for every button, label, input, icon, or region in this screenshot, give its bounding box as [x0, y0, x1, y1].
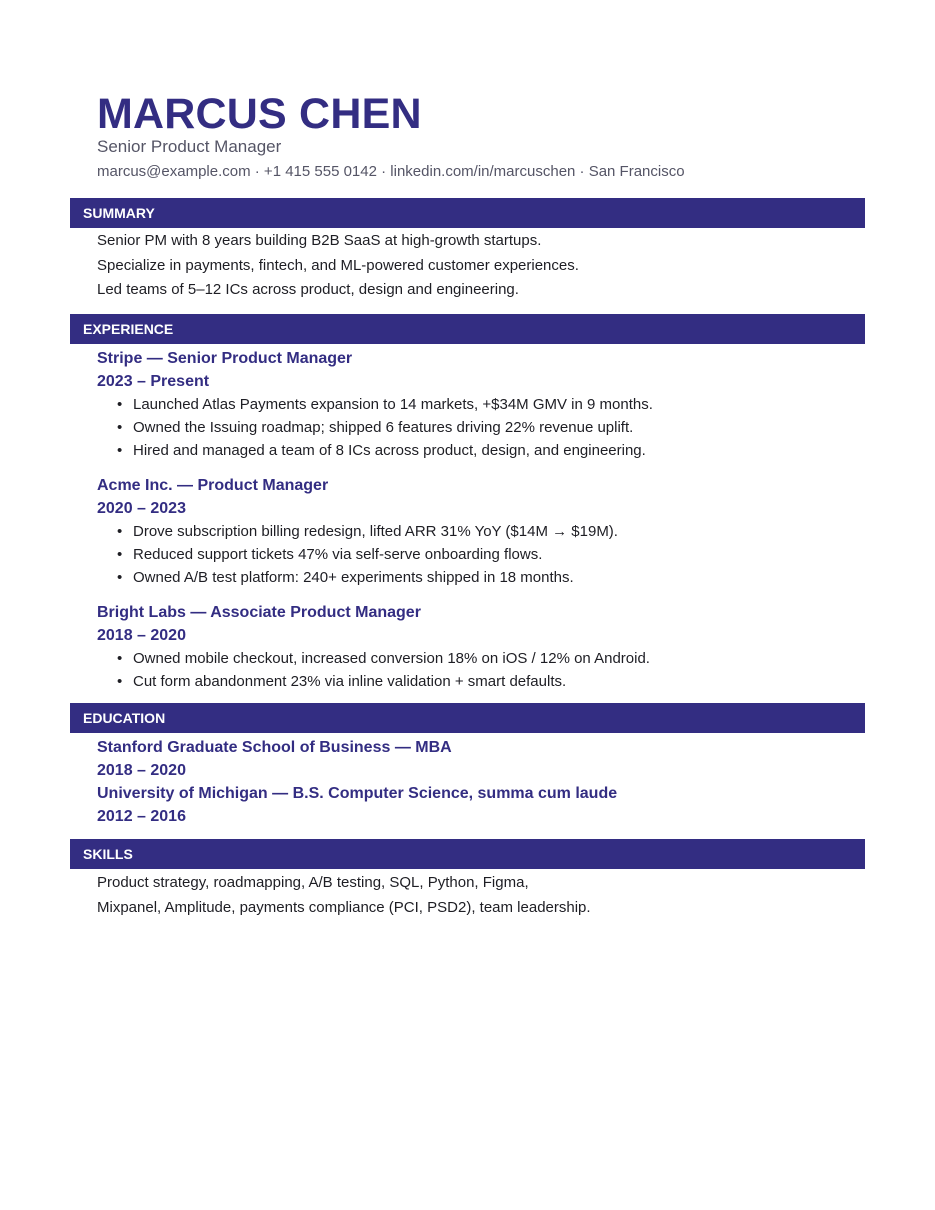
bullet-text: Owned A/B test platform: 240+ experiments shipped in 18 months. — [133, 569, 574, 586]
bullet-icon: • — [117, 523, 123, 540]
skills-section — [97, 871, 857, 920]
candidate-name: MARCUS CHEN — [97, 90, 422, 138]
summary-line: Specialize in payments, fintech, and ML-powered customer experiences. — [97, 256, 579, 274]
summary-line: Led teams of 5–12 ICs across product, design and engineering. — [97, 281, 519, 298]
education-school: Stanford Graduate School of Business — MBA — [97, 739, 452, 756]
skills-line: Product strategy, roadmapping, A/B testing, SQL, Python, Figma, — [97, 874, 529, 891]
job-title: Acme Inc. — Product Manager — [97, 477, 329, 494]
bullet-item — [97, 439, 857, 462]
experience-section — [97, 347, 857, 705]
bullet-item — [97, 670, 857, 693]
job-bullets — [97, 520, 857, 589]
section-header-education: EDUCATION — [70, 703, 865, 733]
contact-line: marcus@example.com · +1 415 555 0142 · linkedin.com/in/marcuschen · San Francisco — [97, 163, 685, 180]
education-section — [97, 736, 857, 828]
bullet-icon: • — [117, 673, 123, 690]
section-header-experience: EXPERIENCE — [70, 314, 865, 344]
bullet-icon: • — [117, 419, 123, 436]
job-dates: 2023 – Present — [97, 373, 210, 390]
summary-line: Senior PM with 8 years building B2B SaaS at high-growth startups. — [97, 232, 542, 249]
bullet-icon: • — [117, 442, 123, 459]
bullet-item — [97, 543, 857, 566]
summary-section — [97, 229, 857, 303]
bullet-item — [97, 647, 857, 670]
job-bullets — [97, 393, 857, 462]
resume-header — [97, 88, 685, 181]
section-header-skills: SKILLS — [70, 839, 865, 869]
bullet-text: Launched Atlas Payments expansion to 14 markets, +$34M GMV in 9 months. — [133, 396, 653, 413]
bullet-text: Hired and managed a team of 8 ICs across product, design, and engineering. — [133, 442, 646, 459]
job-dates: 2018 – 2020 — [97, 627, 186, 644]
bullet-item — [97, 393, 857, 416]
experience-entry — [97, 474, 857, 589]
bullet-item — [97, 566, 857, 589]
bullet-icon: • — [117, 546, 123, 563]
education-dates: 2012 – 2016 — [97, 808, 186, 825]
candidate-title: Senior Product Manager — [97, 137, 282, 156]
job-title: Bright Labs — Associate Product Manager — [97, 604, 421, 621]
bullet-item — [97, 520, 857, 543]
bullet-item — [97, 416, 857, 439]
experience-entry — [97, 601, 857, 693]
skills-line: Mixpanel, Amplitude, payments compliance (PCI, PSD2), team leadership. — [97, 898, 591, 916]
education-dates: 2018 – 2020 — [97, 762, 186, 779]
experience-entry — [97, 347, 857, 462]
bullet-text: Reduced support tickets 47% via self-serve onboarding flows. — [133, 546, 543, 563]
section-header-summary: SUMMARY — [70, 198, 865, 228]
bullet-icon: • — [117, 569, 123, 586]
job-bullets — [97, 647, 857, 693]
bullet-icon: • — [117, 650, 123, 667]
bullet-text: Owned the Issuing roadmap; shipped 6 features driving 22% revenue uplift. — [133, 419, 634, 436]
job-dates: 2020 – 2023 — [97, 500, 186, 517]
education-school: University of Michigan — B.S. Computer Science, summa cum laude — [97, 785, 618, 802]
bullet-icon: • — [117, 396, 123, 413]
bullet-text: Owned mobile checkout, increased conversion 18% on iOS / 12% on Android. — [133, 650, 650, 667]
job-title: Stripe — Senior Product Manager — [97, 350, 353, 367]
bullet-text: Drove subscription billing redesign, lifted ARR 31% YoY ($14M → $19M). — [133, 523, 618, 540]
bullet-text: Cut form abandonment 23% via inline validation + smart defaults. — [133, 673, 567, 690]
